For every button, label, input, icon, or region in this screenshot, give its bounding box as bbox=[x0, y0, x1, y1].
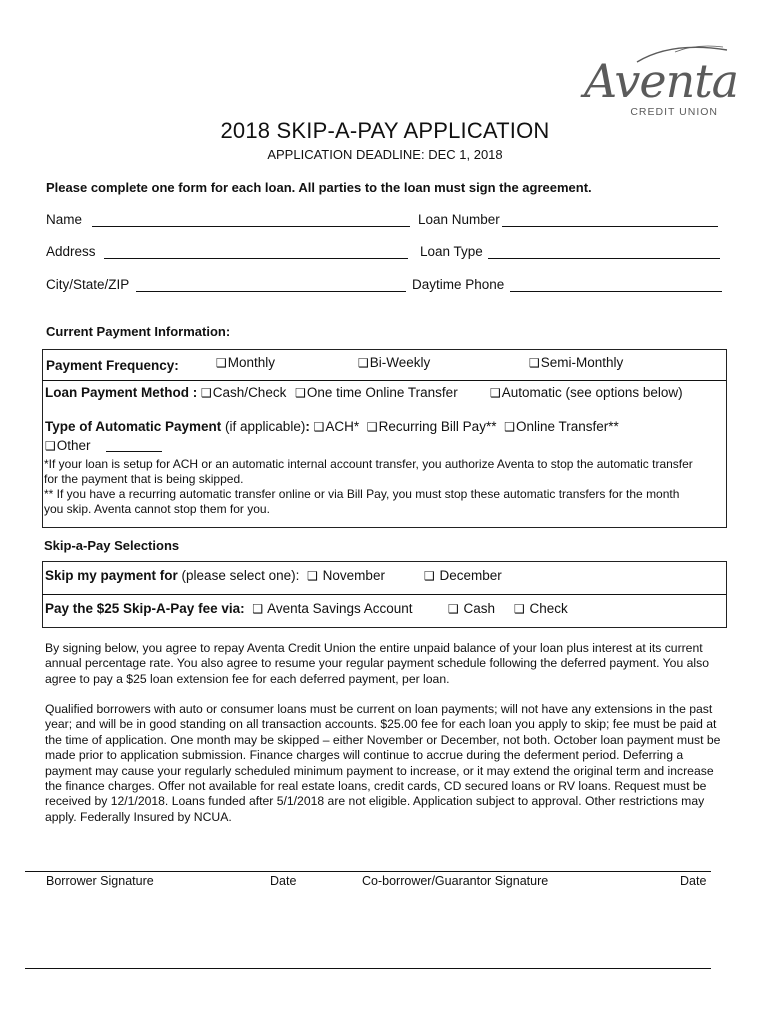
checkbox-icon[interactable]: ❑ bbox=[490, 386, 501, 400]
ach-note-line2: for the payment that is being skipped. bbox=[44, 472, 244, 486]
loan-number-label: Loan Number bbox=[418, 212, 500, 227]
loan-payment-method-label: Loan Payment Method : bbox=[45, 385, 198, 400]
other-field[interactable] bbox=[106, 451, 162, 452]
instructions-text: Please complete one form for each loan. All parties to the loan must sign the agreement. bbox=[46, 180, 592, 195]
checkbox-icon[interactable]: ❑ bbox=[529, 356, 540, 370]
borrower-signature-label: Borrower Signature bbox=[46, 874, 154, 888]
online-transfer-label: Online Transfer** bbox=[515, 419, 619, 434]
signature-line[interactable] bbox=[25, 871, 711, 872]
fee-row bbox=[45, 601, 413, 616]
payment-frequency-divider bbox=[42, 380, 726, 381]
savings-label: Aventa Savings Account bbox=[267, 601, 413, 616]
name-label: Name bbox=[46, 212, 83, 227]
option-monthly[interactable] bbox=[216, 355, 275, 370]
loan-payment-method-row bbox=[45, 385, 458, 400]
loan-type-field[interactable] bbox=[488, 258, 720, 259]
recurring-bill-pay-label: Recurring Bill Pay** bbox=[378, 419, 497, 434]
biweekly-label: Bi-Weekly bbox=[369, 355, 431, 370]
checkbox-icon[interactable]: ❑ bbox=[313, 420, 325, 434]
application-deadline: APPLICATION DEADLINE: DEC 1, 2018 bbox=[267, 147, 503, 162]
logo-subtitle: CREDIT UNION bbox=[630, 106, 718, 118]
option-biweekly[interactable] bbox=[358, 355, 430, 370]
city-state-zip-field[interactable] bbox=[136, 291, 406, 292]
current-payment-heading: Current Payment Information: bbox=[46, 324, 231, 339]
semimonthly-label: Semi-Monthly bbox=[540, 355, 624, 370]
option-automatic[interactable] bbox=[490, 385, 683, 400]
skip-selections-heading: Skip-a-Pay Selections bbox=[44, 538, 180, 553]
automatic-label: Automatic (see options below) bbox=[501, 385, 683, 400]
page-title: 2018 SKIP-A-PAY APPLICATION bbox=[220, 118, 550, 143]
november-label: November bbox=[322, 568, 385, 583]
option-cash[interactable] bbox=[448, 601, 495, 616]
option-other[interactable] bbox=[45, 438, 91, 453]
checkbox-icon[interactable]: ❑ bbox=[216, 356, 227, 370]
coborrower-signature-label: Co-borrower/Guarantor Signature bbox=[362, 874, 549, 888]
name-field[interactable] bbox=[92, 226, 410, 227]
agreement-paragraph-2: Qualified borrowers with auto or consumer loans must be current on loan payments; will not have any extensions in the past year; and will be in good standing on all transaction accounts. $25.00 fee for each loan you apply to skip; fee must be paid at the time of application. One month may be skipped – either November or December, not both. October loan payment must be made prior to application submission. Finance charges will continue to accrue during the deferment period. Deferring a payment may cause your regularly scheduled minimum payment to increase, or it may extend the original term and increase the finance charges. Offer not available for real estate loans, credit cards, CD secured loans or RV loans. Request must be received by 12/1/2018. Loans funded after 5/1/2018 are not eligible. Application subject to approval. Other restrictions may apply. Federally Insured by NCUA. bbox=[45, 702, 721, 824]
option-december[interactable] bbox=[424, 568, 502, 583]
skip-month-row bbox=[45, 568, 385, 583]
loan-number-field[interactable] bbox=[502, 226, 718, 227]
skip-month-paren: (please select one): bbox=[177, 568, 300, 583]
checkbox-icon[interactable]: ❑ bbox=[424, 569, 435, 583]
logo-wordmark: Aventa bbox=[584, 54, 739, 108]
option-semimonthly[interactable] bbox=[529, 355, 623, 370]
checkbox-icon[interactable]: ❑ bbox=[358, 356, 369, 370]
skip-selections-divider bbox=[42, 594, 726, 595]
fee-label: Pay the $25 Skip-A-Pay fee via: bbox=[45, 601, 245, 616]
city-state-zip-label: City/State/ZIP bbox=[46, 277, 130, 292]
daytime-phone-field[interactable] bbox=[510, 291, 722, 292]
other-label: Other bbox=[56, 438, 91, 453]
aventa-logo bbox=[580, 40, 739, 122]
skip-month-label: Skip my payment for bbox=[45, 568, 178, 583]
ach-note-line1: *If your loan is setup for ACH or an automatic internal account transfer, you authorize Aventa to stop the automatic transfer bbox=[44, 457, 693, 471]
automatic-type-label: Type of Automatic Payment bbox=[45, 419, 222, 434]
borrower-date-label: Date bbox=[270, 874, 297, 888]
address-label: Address bbox=[46, 244, 96, 259]
checkbox-icon[interactable]: ❑ bbox=[514, 602, 525, 616]
footer-rule bbox=[25, 968, 711, 969]
address-field[interactable] bbox=[104, 258, 408, 259]
automatic-type-row: Type of Automatic Payment (if applicable): ❑ACH* ❑Recurring Bill Pay** ❑Online Transfer** bbox=[45, 419, 619, 434]
agreement-paragraph-1: By signing below, you agree to repay Aventa Credit Union the entire unpaid balance of your loan plus interest at its current annual percentage rate. You also agree to resume your regular payment schedule following the deferred payment. You also agree to pay a $25 loan extension fee for each deferred payment, per loan. bbox=[45, 641, 709, 686]
checkbox-icon[interactable]: ❑ bbox=[504, 420, 515, 434]
option-check[interactable] bbox=[514, 601, 568, 616]
bill-pay-note-line1: ** If you have a recurring automatic transfer online or via Bill Pay, you must stop these automatic transfers for the month bbox=[44, 487, 680, 501]
checkbox-icon[interactable]: ❑ bbox=[366, 420, 378, 434]
monthly-label: Monthly bbox=[227, 355, 276, 370]
checkbox-icon[interactable]: ❑ bbox=[201, 386, 212, 400]
automatic-type-paren: (if applicable) bbox=[221, 419, 306, 434]
payment-frequency-label: Payment Frequency: bbox=[46, 358, 179, 373]
ach-label: ACH* bbox=[325, 419, 360, 434]
december-label: December bbox=[439, 568, 502, 583]
cash-label: Cash bbox=[463, 601, 496, 616]
daytime-phone-label: Daytime Phone bbox=[412, 277, 505, 292]
check-label: Check bbox=[529, 601, 568, 616]
loan-type-label: Loan Type bbox=[420, 244, 483, 259]
checkbox-icon[interactable]: ❑ bbox=[307, 569, 318, 583]
coborrower-date-label: Date bbox=[680, 874, 707, 888]
bill-pay-note-line2: you skip. Aventa cannot stop them for you. bbox=[44, 502, 270, 516]
one-time-online-label: One time Online Transfer bbox=[306, 385, 458, 400]
checkbox-icon[interactable]: ❑ bbox=[252, 602, 264, 616]
checkbox-icon[interactable]: ❑ bbox=[45, 439, 56, 453]
cash-check-label: Cash/Check bbox=[212, 385, 287, 400]
checkbox-icon[interactable]: ❑ bbox=[295, 386, 306, 400]
checkbox-icon[interactable]: ❑ bbox=[448, 602, 459, 616]
